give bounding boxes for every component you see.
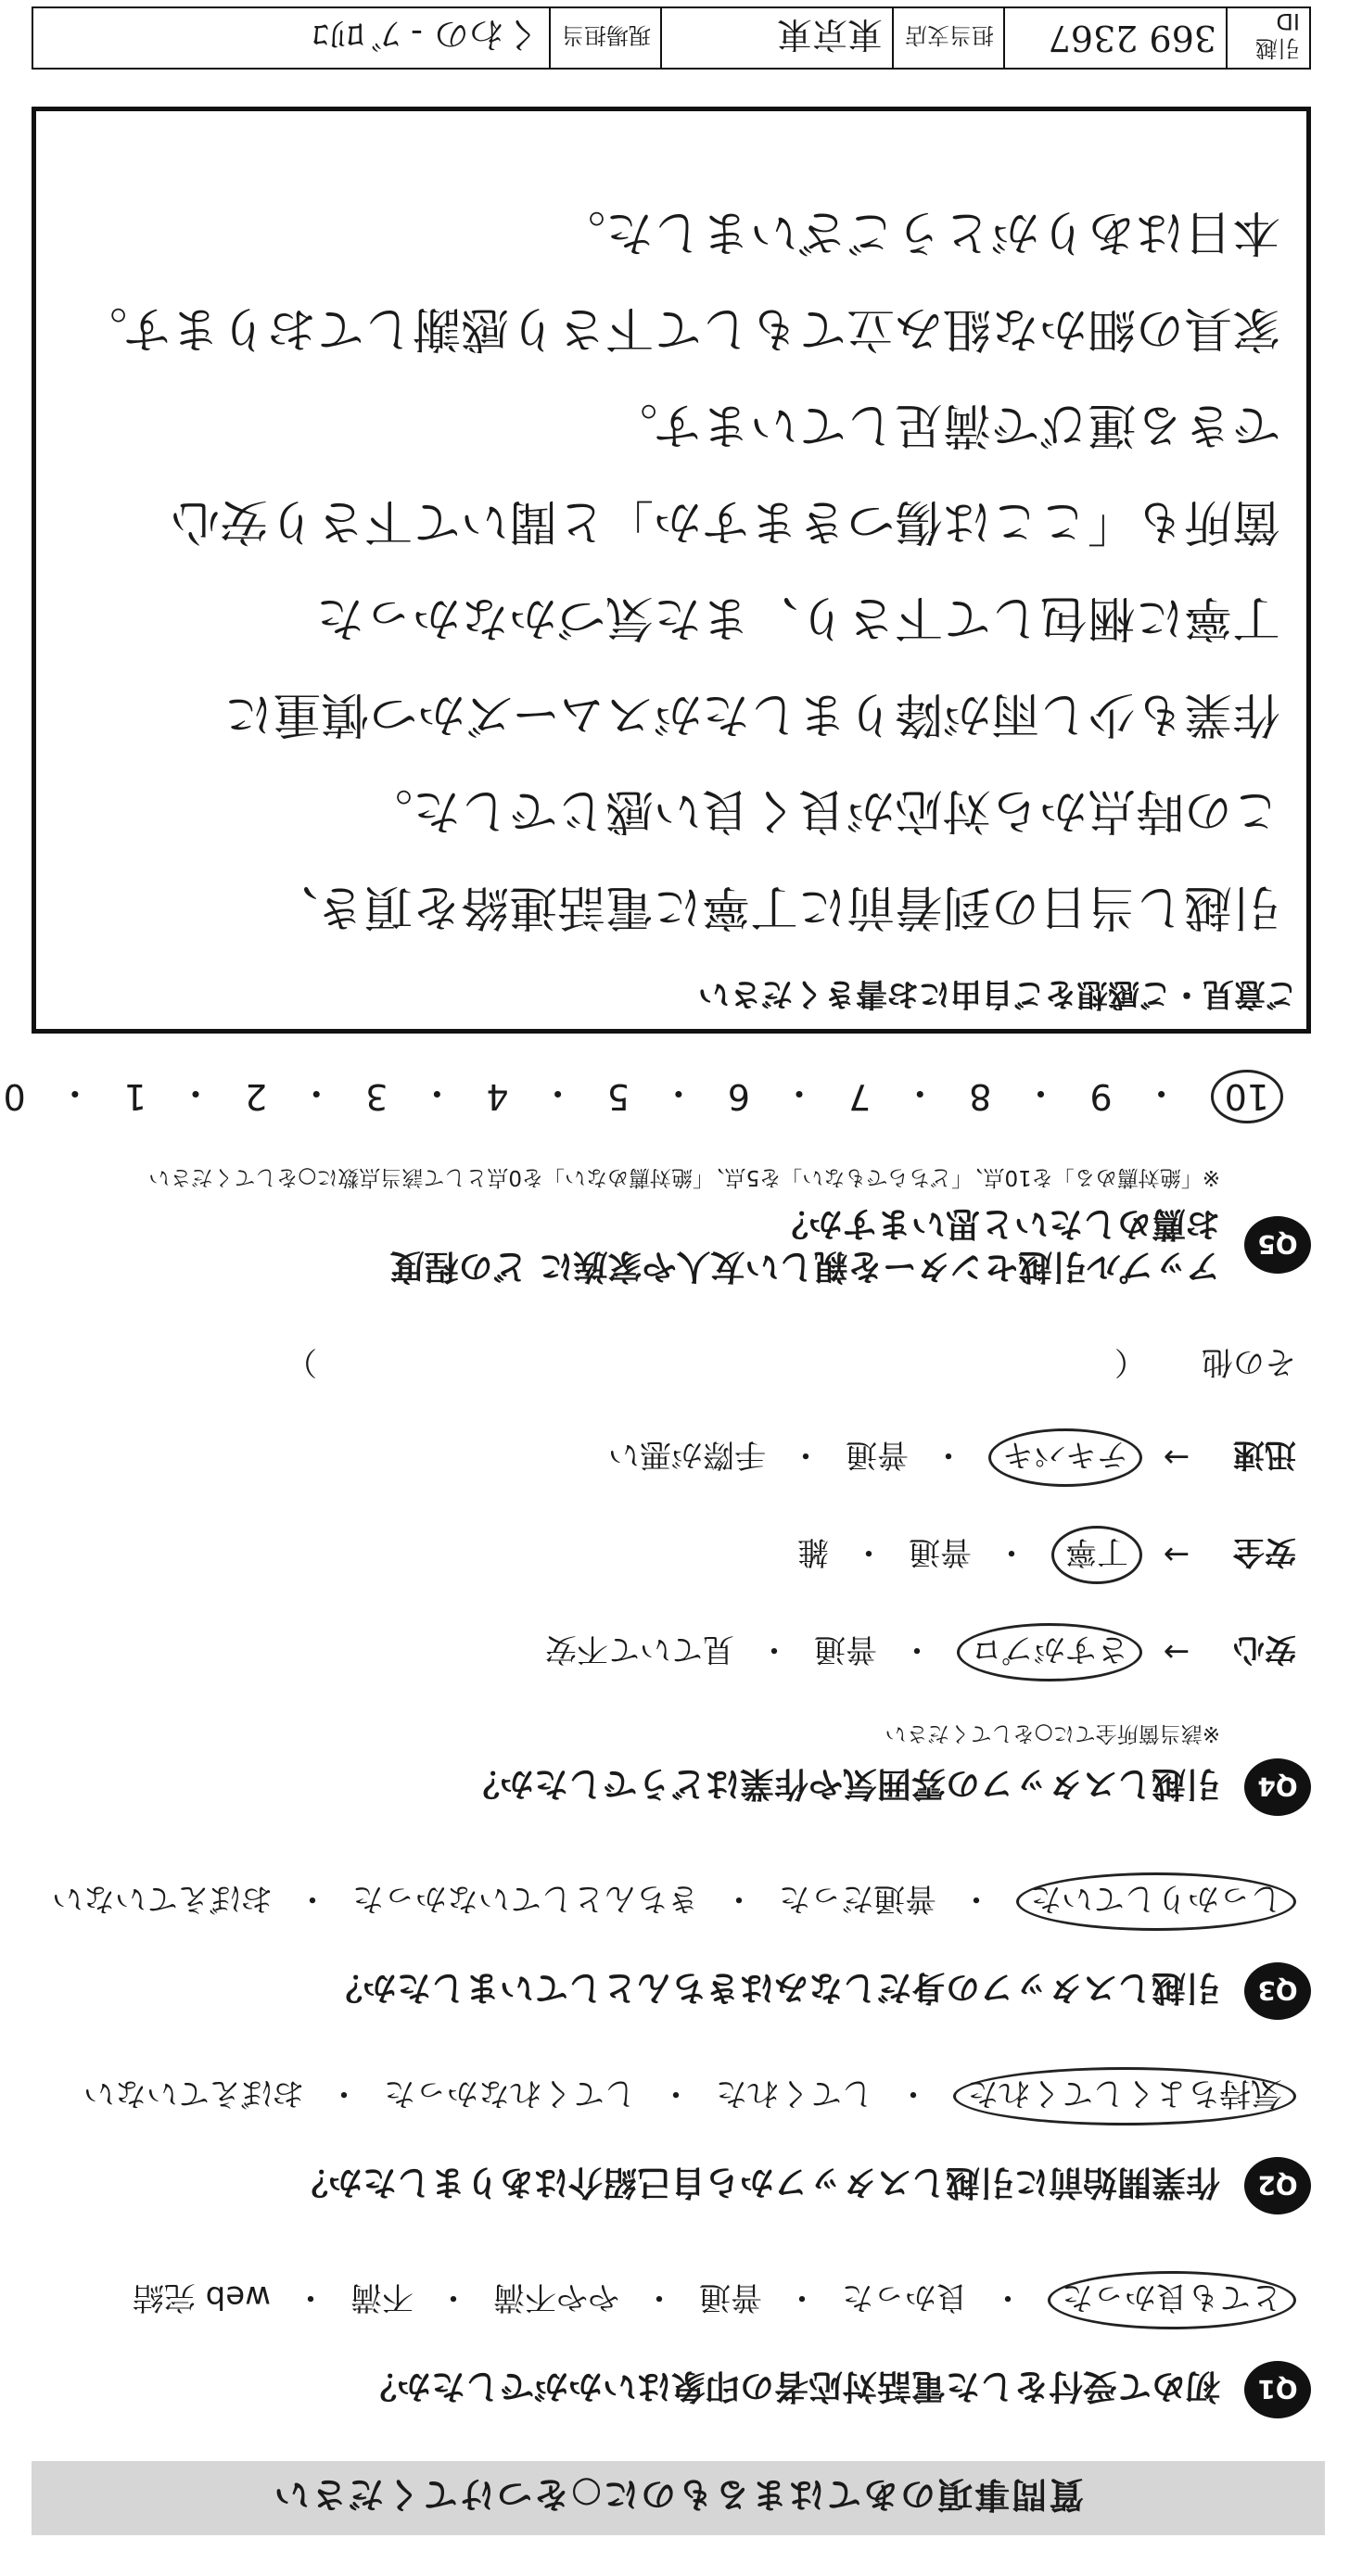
arrow-right-icon: → [1163,1439,1190,1477]
q3-option-3[interactable]: おぼえていない [52,1880,273,1917]
q4-row-1-option-2[interactable]: 雑 [797,1533,829,1570]
q4-row-options [608,1428,1142,1487]
q1-separator: ・ [992,2278,1024,2316]
comment-line: 作業も少し雨が降りましたがスムーズかつ慎重に [224,686,1280,742]
q4-other-row [32,1342,1296,1388]
q3-option-2[interactable]: きちんとしていなかった [352,1880,699,1917]
q5-score-option-8[interactable]: 2 [245,1076,268,1117]
q1-separator: ・ [786,2278,818,2316]
q4-row-0-option-1[interactable]: 普通 [814,1631,877,1668]
footer-leader-label: 現場担当 [549,8,660,68]
footer-id-label: 引越ID [1226,8,1309,68]
q5-badge: Q5 [1244,1216,1311,1274]
q5-score-separator: ・ [660,1072,696,1114]
comment-title: ご意見・ご感想をご自由にお書きください [698,975,1297,1012]
q5-score-option-0[interactable]: 10 [1211,1070,1283,1123]
q4-row-label: 迅速 [1233,1436,1296,1473]
q1-option-4[interactable]: 不満 [350,2278,414,2316]
q5-score-separator: ・ [178,1072,214,1114]
q5-text: アップル引越センターを親しい友人や家族に どの程度お薦めしたいと思いますか？ [389,1204,1220,1287]
q4-row-2-separator: ・ [933,1436,964,1473]
q4-row-2-option-0[interactable]: テキパキ [988,1428,1142,1487]
q2-option-0[interactable]: 気持ちよくしてくれた [953,2067,1296,2126]
q5-scale [3,1070,1283,1123]
q4-badge: Q4 [1244,1758,1311,1816]
q4-row-0-separator: ・ [758,1631,790,1668]
question-4 [32,1342,1311,1816]
q4-row-1-separator: ・ [853,1533,885,1570]
q2-options [32,2067,1296,2126]
q1-separator: ・ [643,2278,675,2316]
comment-line: 家具の細かな組み立てもして下さり感謝しております。 [79,300,1280,356]
q4-row-2-option-1[interactable]: 普通 [846,1436,909,1473]
q4-row-0-option-0[interactable]: さすがプロ [957,1623,1142,1681]
q2-text: 作業開始前に引越しスタッフから自己紹介はありましたか？ [294,2163,1220,2202]
q5-score-option-6[interactable]: 4 [486,1076,509,1117]
q5-score-separator: ・ [299,1072,335,1114]
q5-score-option-2[interactable]: 8 [969,1076,992,1117]
q2-option-3[interactable]: おぼえていない [83,2075,304,2112]
q1-options [32,2271,1296,2329]
footer-branch-label: 担当支店 [892,8,1003,68]
q1-option-1[interactable]: 良かった [842,2278,968,2316]
q1-text: 初めて受付をした電話対応者の印象はいかがでしたか？ [363,2367,1220,2406]
q5-score-separator: ・ [419,1072,455,1114]
q5-score-separator: ・ [57,1072,93,1114]
footer-table [32,6,1311,70]
q2-option-1[interactable]: してくれた [716,2075,873,2112]
comment-line: できる運びで満足しています。 [609,397,1280,452]
q4-row-1-option-0[interactable]: 丁寧 [1051,1526,1142,1584]
q4-row-label: 安全 [1233,1533,1296,1570]
arrow-right-icon: → [1163,1633,1190,1671]
q1-option-3[interactable]: やや不満 [493,2278,619,2316]
q3-options [32,1872,1296,1931]
q5-score-option-7[interactable]: 3 [365,1076,388,1117]
question-5 [3,1070,1311,1288]
q4-other-close: ） [286,1343,317,1380]
q2-separator: ・ [328,2075,360,2112]
q4-row-1-separator: ・ [996,1533,1027,1570]
q1-option-5[interactable]: web 完結 [132,2278,271,2316]
q5-score-separator: ・ [902,1072,938,1114]
q1-separator: ・ [438,2278,469,2316]
comment-box [32,107,1311,1034]
q3-separator: ・ [961,1880,992,1917]
q4-row-2-option-2[interactable]: 手際が悪い [608,1436,766,1473]
footer-leader-value: くわの - ﾌﾞﾛﾘｺ [312,14,540,56]
q5-score-option-10[interactable]: 0 [3,1076,26,1117]
q5-score-option-9[interactable]: 1 [123,1076,146,1117]
q4-other-open: （ [1114,1343,1146,1380]
q4-rows [32,1428,1311,1681]
q5-note: ※「絶対薦める」を10点、「どちらでもない」を5点、「絶対薦めない」を0点として該当点数に○をしてください [148,1165,1220,1189]
footer-branch-value: 東京東 [660,8,892,68]
q3-option-1[interactable]: 普通だった [779,1880,936,1917]
q2-separator: ・ [660,2075,692,2112]
q4-row-0-separator: ・ [901,1631,933,1668]
q4-row-1-option-1[interactable]: 普通 [909,1533,972,1570]
q5-score-option-1[interactable]: 9 [1089,1076,1113,1117]
q4-row-2 [32,1428,1296,1487]
q4-row-2-separator: ・ [790,1436,821,1473]
q3-badge: Q3 [1244,1962,1311,2020]
q3-separator: ・ [297,1880,328,1917]
q4-row-options [797,1526,1142,1584]
q1-option-0[interactable]: とても良かった [1048,2271,1296,2329]
q5-score-option-3[interactable]: 7 [848,1076,872,1117]
comment-handwriting [57,184,1280,955]
comment-line: 引越し当日の到着前に丁寧に電話連絡を頂き、 [270,879,1280,934]
comment-line: 箇所も「ここは傷つきますか」と聞いて下さり安心 [171,493,1280,549]
q5-score-option-4[interactable]: 6 [727,1076,751,1117]
banner-text: 質問事項のあてはまるものに○をつけてください [272,2474,1085,2516]
comment-line: この時点から対応が良く良い感じでした。 [363,782,1280,838]
q5-score-separator: ・ [1143,1072,1179,1114]
q1-badge: Q1 [1244,2361,1311,2418]
q4-row-0 [32,1623,1296,1681]
q1-option-2[interactable]: 普通 [699,2278,762,2316]
question-3 [32,1872,1311,2020]
comment-line: 丁寧に梱包して下さり、また気づかなかった [315,590,1280,645]
comment-line: 本日はありがとうございました。 [556,204,1280,260]
footer-id-value: 369 2367 [1003,8,1226,68]
q3-option-0[interactable]: しっかりしていた [1016,1872,1296,1931]
q1-separator: ・ [295,2278,326,2316]
q4-row-0-option-2[interactable]: 見ていて不安 [545,1631,734,1668]
q3-separator: ・ [723,1880,755,1917]
q5-score-separator: ・ [540,1072,576,1114]
q2-badge: Q2 [1244,2157,1311,2214]
q2-option-2[interactable]: してくれなかった [384,2075,636,2112]
question-1 [32,2271,1311,2418]
q3-text: 引越しスタッフの身だしなみはきちんとしていましたか？ [328,1968,1220,2008]
q5-score-separator: ・ [782,1072,818,1114]
q2-separator: ・ [897,2075,929,2112]
instructions-banner [32,2461,1325,2535]
q5-score-option-5[interactable]: 5 [606,1076,630,1117]
q4-row-1 [32,1526,1296,1584]
arrow-right-icon: → [1163,1536,1190,1574]
q4-row-label: 安心 [1233,1631,1296,1668]
q4-other-label: その他 [1202,1343,1296,1380]
q4-note: ※該当箇所全てに○をしてください [885,1721,1220,1745]
q4-text: 引越しスタッフの雰囲気や作業はどうでしたか？ [465,1764,1220,1804]
q4-row-options [545,1623,1142,1681]
question-2 [32,2067,1311,2214]
q5-score-separator: ・ [1023,1072,1059,1114]
